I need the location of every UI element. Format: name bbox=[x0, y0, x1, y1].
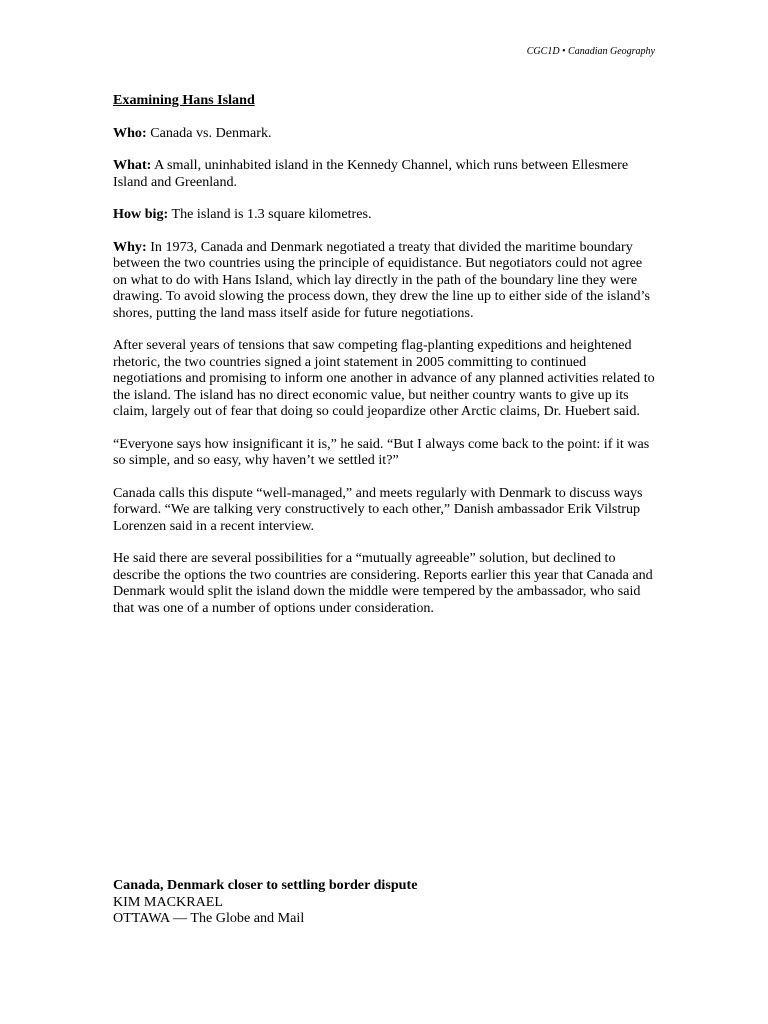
what-paragraph bbox=[113, 157, 658, 190]
who-text: Canada vs. Denmark. bbox=[146, 124, 272, 141]
page-header bbox=[527, 46, 655, 58]
what-label: What: bbox=[113, 157, 152, 173]
who-label: Who: bbox=[113, 124, 147, 141]
why-label: Why: bbox=[113, 238, 147, 255]
course-label: CGC1D • Canadian Geography bbox=[526, 46, 655, 57]
why-paragraph bbox=[113, 239, 658, 322]
source-dateline: OTTAWA — The Globe and Mail bbox=[113, 910, 305, 926]
source-author: KIM MACKRAEL bbox=[113, 893, 224, 910]
body-paragraph-tensions: After several years of tensions that saw competing flag-planting expeditions and heightened rhetoric, the two countries signed a joint statement in 2005 committing to continued negotiations and promising to inform one another in advance of any planned activities related to the island. The island has no direct economic value, but neither country wants to give up its claim, largely out of fear that doing so could jeopardize other Arctic claims, Dr. Huebert said. bbox=[113, 337, 655, 419]
body-paragraph-well-managed: Canada calls this dispute “well-managed,” and meets regularly with Denmark to discuss ways forward. “We are talking very constructively to each other,” Danish ambassador Erik Vilstrup Lorenzen said in a recent interview. bbox=[113, 484, 643, 534]
howbig-label: How big: bbox=[113, 206, 169, 222]
howbig-paragraph bbox=[113, 206, 658, 223]
howbig-text: The island is 1.3 square kilometres. bbox=[168, 206, 372, 222]
body-paragraph-solutions: He said there are several possibilities for a “mutually agreeable” solution, but declined to describe the options the two countries are considering. Reports earlier this year that Canada and Denmark would split the island down the middle were tempered by the ambassador, who said that was one of a number of options under consideration. bbox=[113, 550, 653, 616]
article-body bbox=[113, 92, 658, 632]
page-title: Examining Hans Island bbox=[113, 92, 255, 108]
source-block bbox=[113, 877, 658, 927]
source-headline: Canada, Denmark closer to settling border dispute bbox=[113, 877, 418, 893]
body-paragraph-quote: “Everyone says how insignificant it is,” he said. “But I always come back to the point: if it was so simple, and so easy, why haven’t we settled it?” bbox=[113, 435, 650, 468]
what-text: A small, uninhabited island in the Kennedy Channel, which runs between Ellesmere Island and Greenland. bbox=[113, 157, 629, 190]
who-paragraph bbox=[113, 125, 658, 142]
why-text: In 1973, Canada and Denmark negotiated a treaty that divided the maritime boundary between the two countries using the principle of equidistance. But negotiators could not agree on what to do with Hans Island, which lay directly in the path of the boundary line they were drawing. To avoid slowing the process down, they drew the line up to either side of the island’s shores, putting the land mass itself aside for future negotiations. bbox=[113, 238, 650, 321]
